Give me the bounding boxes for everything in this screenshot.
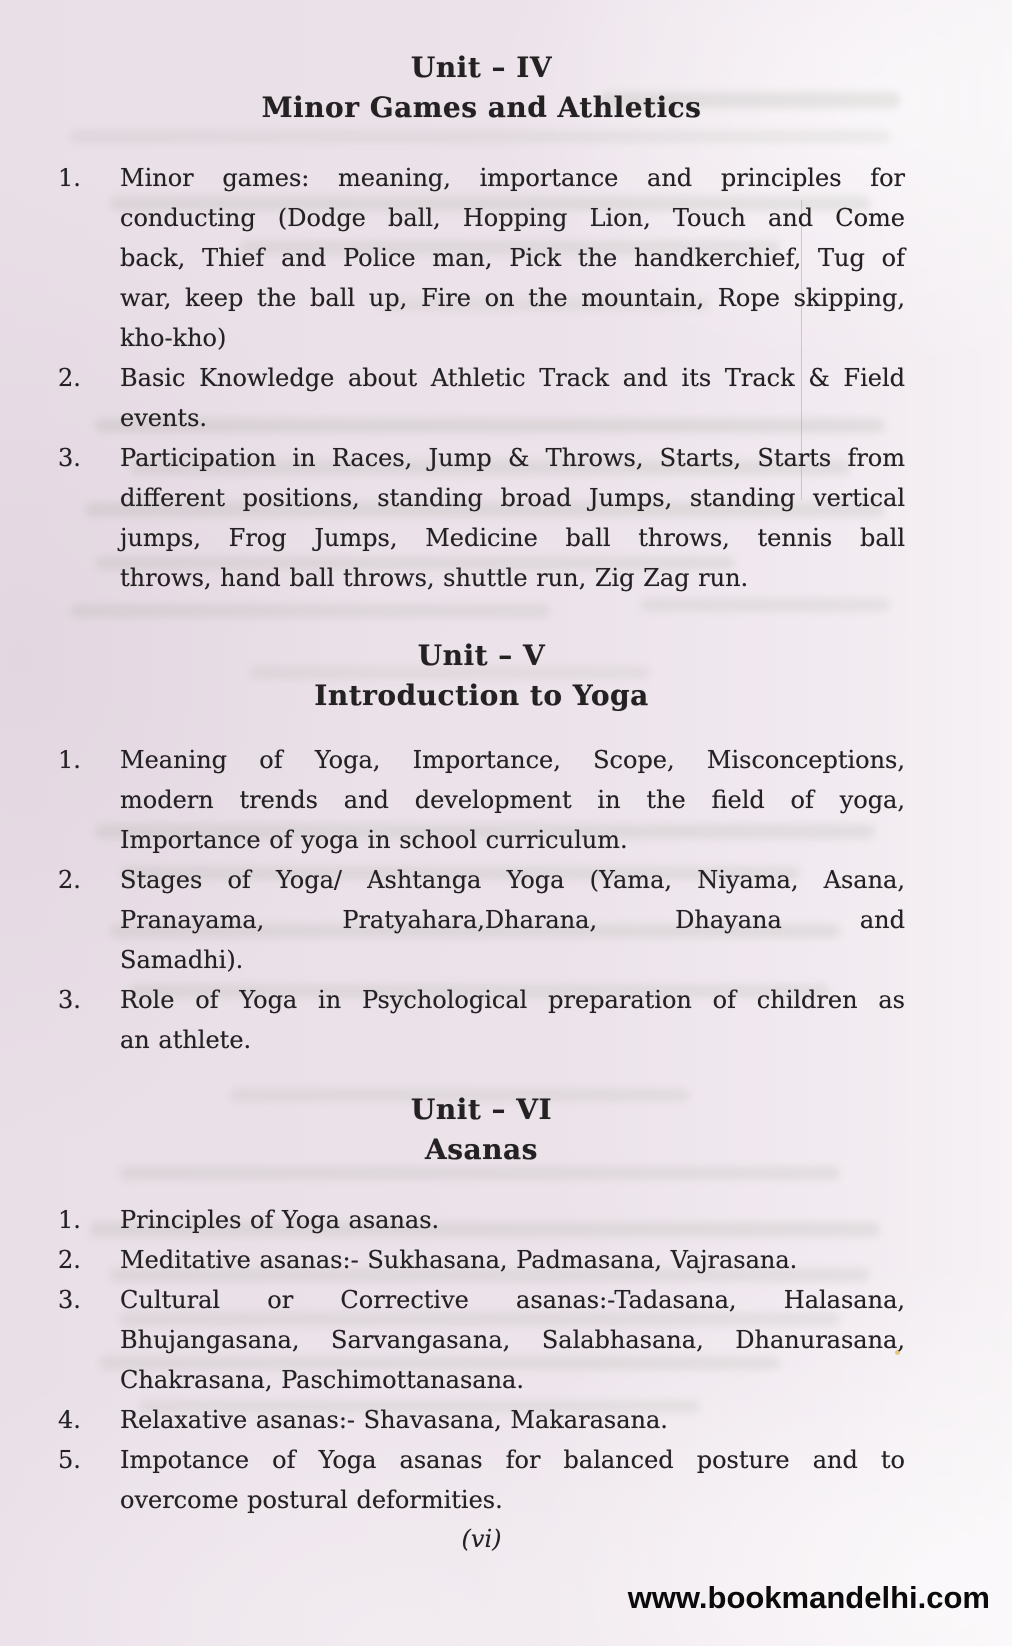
item-line: different positions, standing broad Jumps, standing vertical bbox=[120, 484, 905, 512]
item-text bbox=[120, 158, 905, 358]
list-item bbox=[58, 860, 905, 980]
unit-5-heading bbox=[58, 636, 905, 716]
item-line: Relaxative asanas:- Shavasana, Makarasana. bbox=[120, 1406, 668, 1434]
item-text bbox=[120, 1280, 905, 1400]
list-item bbox=[58, 438, 905, 598]
watermark-url: www.bookmandelhi.com bbox=[627, 1580, 990, 1615]
item-number: 3. bbox=[58, 444, 81, 472]
syllabus-content bbox=[58, 48, 905, 1520]
item-line: overcome postural deformities. bbox=[120, 1486, 503, 1514]
item-line: Stages of Yoga/ Ashtanga Yoga (Yama, Niyama, Asana, bbox=[120, 866, 905, 894]
list-item bbox=[58, 1400, 905, 1440]
unit-4-subtitle: Minor Games and Athletics bbox=[261, 91, 702, 124]
item-number: 3. bbox=[58, 1286, 81, 1314]
item-number: 2. bbox=[58, 364, 81, 392]
item-text bbox=[120, 860, 905, 980]
item-line: modern trends and development in the field of yoga, bbox=[120, 786, 905, 814]
list-item bbox=[58, 158, 905, 358]
item-line: jumps, Frog Jumps, Medicine ball throws, tennis ball bbox=[120, 524, 905, 552]
list-item bbox=[58, 1280, 905, 1400]
item-line: war, keep the ball up, Fire on the mountain, Rope skipping, bbox=[120, 284, 905, 312]
list-item bbox=[58, 1440, 905, 1520]
unit-5-title: Unit – V bbox=[417, 639, 546, 672]
unit-4-title: Unit – IV bbox=[410, 51, 553, 84]
item-line: Meaning of Yoga, Importance, Scope, Misconceptions, bbox=[120, 746, 905, 774]
item-number: 1. bbox=[58, 164, 81, 192]
item-text bbox=[120, 1200, 905, 1240]
item-line: Samadhi). bbox=[120, 946, 244, 974]
list-item bbox=[58, 980, 905, 1060]
item-number: 4. bbox=[58, 1406, 81, 1434]
unit-6-subtitle: Asanas bbox=[425, 1133, 538, 1166]
item-number: 5. bbox=[58, 1446, 81, 1474]
item-line: Role of Yoga in Psychological preparation of children as bbox=[120, 986, 905, 1014]
item-text bbox=[120, 740, 905, 860]
item-line: Basic Knowledge about Athletic Track and its Track & Field bbox=[120, 364, 905, 392]
unit-6-heading bbox=[58, 1090, 905, 1170]
item-line: Cultural or Corrective asanas:-Tadasana, Halasana, bbox=[120, 1286, 905, 1314]
item-text bbox=[120, 1440, 905, 1520]
unit-5-subtitle: Introduction to Yoga bbox=[314, 679, 649, 712]
item-number: 1. bbox=[58, 746, 81, 774]
list-item bbox=[58, 1240, 905, 1280]
item-line: Pranayama, Pratyahara,Dharana, Dhayana and bbox=[120, 906, 905, 934]
item-line: Participation in Races, Jump & Throws, Starts, Starts from bbox=[120, 444, 905, 472]
item-number: 1. bbox=[58, 1206, 81, 1234]
item-text bbox=[120, 980, 905, 1060]
item-line: throws, hand ball throws, shuttle run, Zig Zag run. bbox=[120, 564, 749, 592]
item-line: Impotance of Yoga asanas for balanced posture and to bbox=[120, 1446, 905, 1474]
item-line: back, Thief and Police man, Pick the handkerchief, Tug of bbox=[120, 244, 905, 272]
item-line: Chakrasana, Paschimottanasana. bbox=[120, 1366, 524, 1394]
item-line: an athlete. bbox=[120, 1026, 252, 1054]
item-line: events. bbox=[120, 404, 208, 432]
item-number: 2. bbox=[58, 1246, 81, 1274]
item-text bbox=[120, 1240, 905, 1280]
item-number: 3. bbox=[58, 986, 81, 1014]
item-text bbox=[120, 358, 905, 438]
item-text bbox=[120, 1400, 905, 1440]
item-line: kho-kho) bbox=[120, 324, 227, 352]
item-line: Minor games: meaning, importance and principles for bbox=[120, 164, 905, 192]
unit-4-heading bbox=[58, 48, 905, 128]
item-line: Bhujangasana, Sarvangasana, Salabhasana, Dhanurasana, bbox=[120, 1326, 905, 1354]
item-line: conducting (Dodge ball, Hopping Lion, Touch and Come bbox=[120, 204, 905, 232]
item-text bbox=[120, 438, 905, 598]
item-line: Importance of yoga in school curriculum. bbox=[120, 826, 628, 854]
list-item bbox=[58, 740, 905, 860]
item-number: 2. bbox=[58, 866, 81, 894]
list-item bbox=[58, 358, 905, 438]
item-line: Principles of Yoga asanas. bbox=[120, 1206, 440, 1234]
list-item bbox=[58, 1200, 905, 1240]
unit-6-title: Unit – VI bbox=[410, 1093, 553, 1126]
item-line: Meditative asanas:- Sukhasana, Padmasana, Vajrasana. bbox=[120, 1246, 798, 1274]
page-number: (vi) bbox=[461, 1525, 502, 1553]
